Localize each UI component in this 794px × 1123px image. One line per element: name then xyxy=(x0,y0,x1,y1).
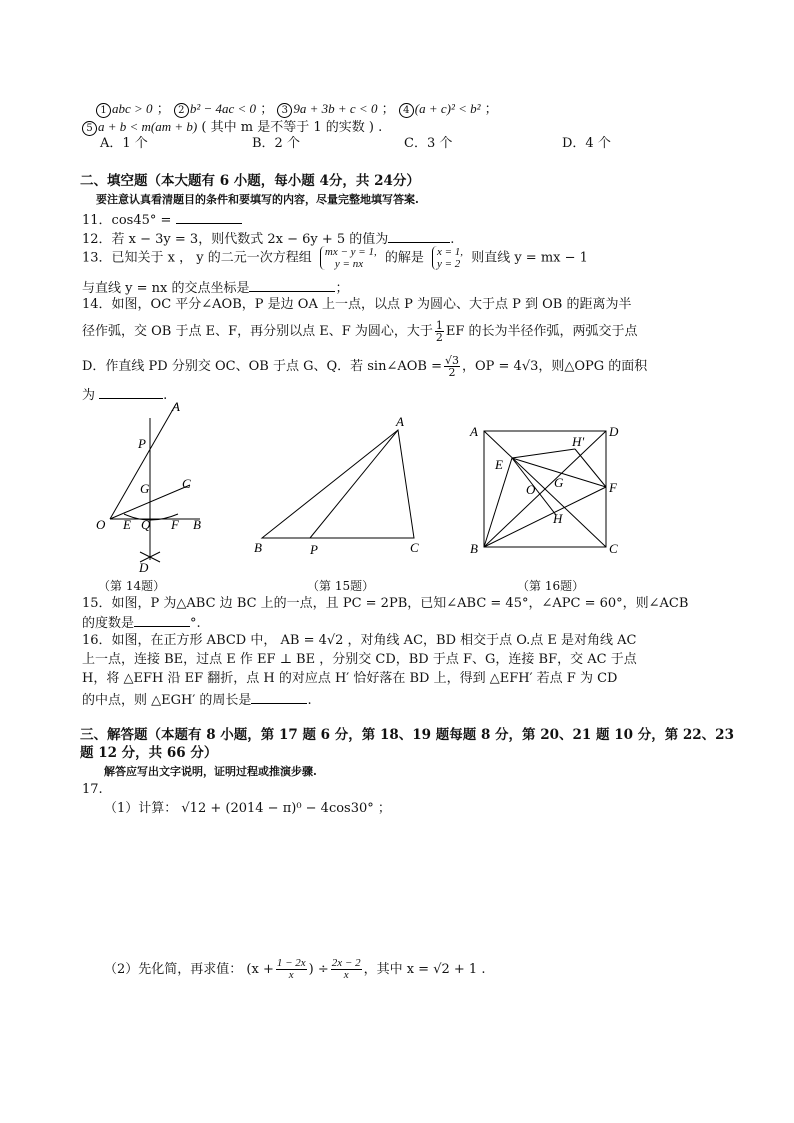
answer-blank xyxy=(176,210,242,224)
answer-blank xyxy=(134,613,190,627)
figure-15 xyxy=(250,412,430,562)
answer-blank xyxy=(99,385,163,399)
segment-ap xyxy=(310,430,398,538)
q14-line2-a: 径作弧，交 OB 于点 E、F，再分别以点 E、F 为圆心，大于 xyxy=(82,324,433,339)
q15-line2 xyxy=(82,613,201,632)
q10-sep: ； xyxy=(484,102,498,117)
triangle-abc xyxy=(262,430,414,538)
frac-den: 2 xyxy=(448,366,456,379)
label: C xyxy=(410,540,419,555)
label: O xyxy=(96,517,106,532)
q13-sys1-row1: mx − y = 1, xyxy=(324,246,377,258)
q16-line4-text: 的中点，则 △EGH′ 的周长是 xyxy=(82,693,252,708)
q14-line4-text: 为 xyxy=(82,388,96,403)
q14-tail: . xyxy=(163,388,168,403)
label: Q xyxy=(141,517,151,532)
frac-num: 1 xyxy=(435,319,443,332)
q16-line1: 16．如图，在正方形 ABCD 中， AB = 4√2 ，对角线 AC，BD 相交于点 O.点 E 是对角线 AC xyxy=(82,633,637,648)
label: B xyxy=(254,540,262,555)
q17-part2-b: ) ÷ xyxy=(308,962,329,977)
q10-sep: ； xyxy=(381,102,395,117)
q11 xyxy=(82,210,242,229)
option-c: C．3 个 xyxy=(404,136,453,151)
label: P xyxy=(310,542,318,557)
q17-part2 xyxy=(104,953,485,987)
q14-line1: 14．如图，OC 平分∠AOB，P 是边 OA 上一点，以点 P 为圆心、大于点 P 到 OB 的距离为半 xyxy=(82,297,632,312)
circled-one-icon: 1 xyxy=(96,103,111,118)
q17-part2-a: （2）先化简，再求值： (x + xyxy=(104,962,274,977)
q10-sep: ； xyxy=(260,102,274,117)
q17-part2-c: ，其中 x = √2 + 1 . xyxy=(363,962,486,977)
q10-item4: (a + c)² < b² xyxy=(414,101,481,116)
ray-oa xyxy=(110,404,176,519)
q14-line2 xyxy=(82,320,638,343)
frac-num: 1 − 2x xyxy=(276,957,306,969)
q16-line2: 上一点，连接 BE，过点 E 作 EF ⊥ BE ，分别交 CD，BD 于点 F、G，连接 BF，交 AC 于点 xyxy=(82,652,637,667)
circled-four-icon: 4 xyxy=(399,103,414,118)
q13-sys2-row2: y = 2 xyxy=(437,258,461,270)
q13-line1-a: 13．已知关于 x ， y 的二元一次方程组 xyxy=(82,250,312,266)
q15-line2-text: 的度数是 xyxy=(82,616,135,631)
q17-part1: （1）计算： √12 + (2014 − π)⁰ − 4cos30° ； xyxy=(104,801,391,816)
q14-fraction-half xyxy=(435,320,444,343)
segment-bf xyxy=(484,487,606,547)
answer-blank xyxy=(388,229,450,243)
frac-num: 2x − 2 xyxy=(331,957,361,969)
q13-system1 xyxy=(320,246,377,270)
option-b: B．2 个 xyxy=(252,136,300,151)
q17-fraction2 xyxy=(331,958,362,981)
q16-line3: H，将 △EFH 沿 EF 翻折，点 H 的对应点 H′ 恰好落在 BD 上，得到 △EFH′ 若点 F 为 CD xyxy=(82,671,618,686)
circled-five-icon: 5 xyxy=(82,121,97,136)
section3-title-line2: 题 12 分，共 66 分） xyxy=(80,745,218,761)
figure-15-caption: （第 15题） xyxy=(307,579,375,593)
q14-line2-b: EF 的长为半径作弧，两弧交于点 xyxy=(445,324,638,339)
q16-tail: . xyxy=(307,693,312,708)
q10-item1: abc > 0 xyxy=(112,101,153,116)
label: G xyxy=(140,481,150,496)
q13-sys2-row1: x = 1, xyxy=(437,246,464,258)
q17-fraction1 xyxy=(276,958,307,981)
label: F xyxy=(609,480,617,495)
label: A xyxy=(470,424,478,439)
q11-text: 11．cos45° = xyxy=(82,213,172,228)
frac-den: x xyxy=(343,969,349,981)
option-d: D．4 个 xyxy=(562,136,611,151)
q13-line1-b: 的解是 xyxy=(384,250,424,266)
label: C xyxy=(609,541,618,556)
figure-16-caption: （第 16题） xyxy=(517,579,585,593)
label: H' xyxy=(572,434,585,449)
q10-item5: a + b < m(am + b) xyxy=(98,119,198,134)
label: B xyxy=(193,517,201,532)
q16-line4 xyxy=(82,690,312,709)
q14-line3 xyxy=(82,355,647,378)
label: D xyxy=(609,424,619,439)
q10-items-line2 xyxy=(82,119,382,136)
label: C xyxy=(182,476,191,491)
q14-line3-b: ，OP = 4√3，则△OPG 的面积 xyxy=(461,359,648,374)
q17-label: 17. xyxy=(82,782,103,797)
q10-items-line1 xyxy=(96,101,498,118)
q13-line2-text: 与直线 y = nx 的交点坐标是 xyxy=(82,281,250,296)
segment-fh-prime xyxy=(575,449,606,487)
q10-item2: b² − 4ac < 0 xyxy=(189,101,257,116)
q13-tail: ； xyxy=(335,281,349,296)
frac-den: x xyxy=(288,969,294,981)
label: A xyxy=(172,399,180,414)
label: D xyxy=(139,560,149,575)
answer-blank xyxy=(251,690,307,704)
q10-item3: 9a + 3b + c < 0 xyxy=(293,101,378,116)
figure-16 xyxy=(466,420,626,560)
section3-note: 解答应写出文字说明，证明过程或推演步骤. xyxy=(104,765,317,778)
option-a: A．1 个 xyxy=(100,136,148,151)
label: B xyxy=(470,541,478,556)
circled-three-icon: 3 xyxy=(277,103,292,118)
frac-num: √3 xyxy=(444,354,459,367)
q13-line1-c: 则直线 y = mx − 1 xyxy=(471,250,588,266)
q13-system2 xyxy=(432,246,463,270)
q12-text: 12．若 x − 3y = 3，则代数式 2x − 6y + 5 的值为 xyxy=(82,232,389,247)
section2-title: 二、填空题（本大题有 6 小题，每小题 4分，共 24分） xyxy=(80,173,420,189)
q13-line1 xyxy=(82,246,588,271)
label: G xyxy=(554,475,564,490)
label: F xyxy=(171,517,179,532)
label: A xyxy=(396,414,404,429)
segment-eh-prime xyxy=(512,449,575,458)
q10-sep: ； xyxy=(156,102,170,117)
section3-title-line1: 三、解答题（本题有 8 小题，第 17 题 6 分，第 18、19 题每题 8 分，第 20、21 题 10 分，第 22、23 xyxy=(80,727,734,743)
figure-14-caption: （第 14题） xyxy=(98,579,166,593)
q13-line2 xyxy=(82,278,349,297)
label: P xyxy=(138,436,146,451)
label: H xyxy=(553,511,563,526)
label: E xyxy=(495,457,503,472)
q14-line3-a: D．作直线 PD 分别交 OC、OB 于点 G、Q．若 sin∠AOB = xyxy=(82,359,442,374)
circled-two-icon: 2 xyxy=(174,103,189,118)
frac-den: 2 xyxy=(435,331,443,344)
q15-tail: °. xyxy=(190,616,201,631)
label: O xyxy=(526,482,536,497)
label: E xyxy=(123,517,131,532)
q10-item5-note: ( 其中 m 是不等于 1 的实数 ) . xyxy=(201,120,383,135)
q13-sys1-row2: y = nx xyxy=(334,258,364,270)
q14-fraction-sin xyxy=(444,355,460,378)
section2-note: 要注意认真看清题目的条件和要填写的内容，尽量完整地填写答案. xyxy=(96,193,419,206)
answer-blank xyxy=(249,278,335,292)
q12-tail: . xyxy=(450,232,455,247)
figure-14 xyxy=(88,398,218,576)
q15-line1: 15．如图，P 为△ABC 边 BC 上的一点，且 PC = 2PB，已知∠ABC = 45°，∠APC = 60°，则∠ACB xyxy=(82,596,689,611)
